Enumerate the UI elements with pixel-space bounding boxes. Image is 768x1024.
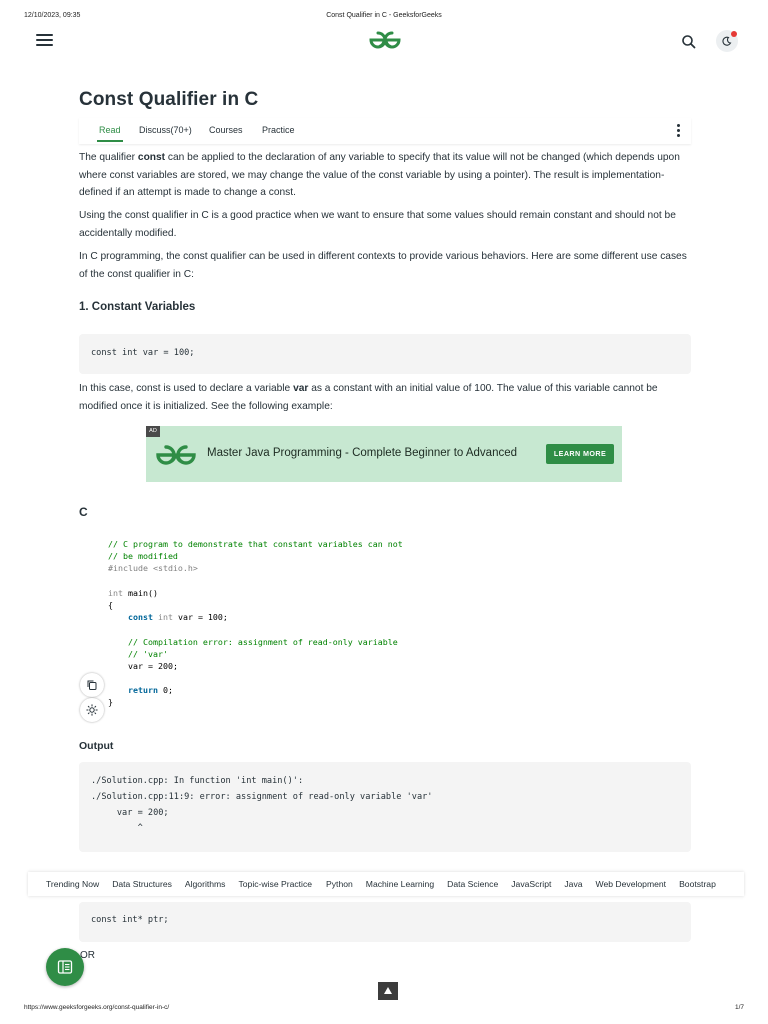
moon-icon[interactable] (716, 30, 738, 52)
output-line: var = 200; (91, 808, 169, 818)
code-snippet-pointer (79, 902, 691, 942)
intro-paragraph-2: Using the const qualifier in C is a good practice when we want to ensure that some values should remain constant and should not be accidentally modified. (79, 210, 676, 239)
site-header (0, 28, 768, 54)
nav-item-algorithms[interactable]: Algorithms (184, 879, 226, 889)
code-line: const int var = 100; (127, 612, 228, 623)
code-language-label: C (79, 505, 88, 519)
scroll-to-top-button[interactable] (378, 982, 398, 1000)
copy-code-button[interactable] (80, 673, 104, 697)
nav-item-data-structures[interactable]: Data Structures (112, 879, 172, 889)
theme-toggle-icon (86, 704, 98, 716)
nav-item-machine-learning[interactable]: Machine Learning (365, 879, 435, 889)
output-block (79, 762, 691, 852)
code-line: // Compilation error: assignment of read-only variable (127, 636, 398, 647)
notification-dot (731, 31, 737, 37)
print-date: 12/10/2023, 09:35 (24, 12, 81, 19)
code-line: // 'var' (127, 648, 168, 659)
print-header (24, 12, 744, 22)
nav-item-python[interactable]: Python (326, 879, 353, 889)
print-page-number: 1/7 (734, 1004, 744, 1011)
section1-paragraph: In this case, const is used to declare a variable var as a constant with an initial value of 100. The value of this variable cannot be modified once it is initialized. See the following example: (79, 383, 658, 412)
output-line: ./Solution.cpp:11:9: error: assignment of read-only variable 'var' (91, 792, 433, 802)
code-snippet-text: const int* ptr; (91, 915, 169, 925)
ad-text: Master Java Programming - Complete Beginner to Advanced (207, 447, 518, 459)
gfg-logo (153, 443, 199, 467)
intro-paragraph-3: In C programming, the const qualifier can be used in different contexts to provide various behaviors. Here are some different use cases of the const qualifier in C: (79, 251, 687, 280)
code-line: // C program to demonstrate that constant variables can not (108, 539, 403, 549)
nav-item-bootstrap[interactable]: Bootstrap (679, 879, 716, 889)
output-line: ./Solution.cpp: In function 'int main()': (91, 776, 304, 786)
code-snippet-text: const int var = 100; (91, 348, 195, 358)
code-line: { (108, 599, 113, 610)
nav-item-java[interactable]: Java (564, 879, 583, 889)
more-options-icon[interactable] (677, 124, 681, 138)
topic-nav-bar (28, 872, 744, 896)
learn-more-button[interactable]: LEARN MORE (546, 444, 614, 464)
print-footer (24, 1004, 744, 1014)
section-heading-constant-variables: 1. Constant Variables (79, 301, 196, 313)
code-line: return 0; (127, 685, 173, 696)
ad-banner[interactable] (146, 426, 622, 482)
gfg-logo[interactable] (367, 29, 403, 51)
code-line: var = 200; (127, 660, 178, 671)
code-line: #include <stdio.h> (108, 563, 198, 574)
code-block (108, 538, 403, 709)
code-line: // be modified (108, 551, 178, 562)
article-tabs (79, 118, 691, 144)
hamburger-menu-icon[interactable] (36, 34, 53, 48)
tab-discuss[interactable]: Discuss(70+) (139, 125, 192, 135)
tab-read[interactable]: Read (99, 125, 121, 135)
article-fab-button[interactable] (46, 948, 84, 986)
tab-practice[interactable]: Practice (262, 125, 295, 135)
output-label: Output (79, 740, 114, 752)
code-line: } (108, 697, 113, 708)
output-line: ^ (91, 823, 143, 833)
article-icon (57, 959, 73, 975)
nav-item-data-science[interactable]: Data Science (447, 879, 499, 889)
page-title: Const Qualifier in C (79, 89, 259, 110)
code-snippet (79, 334, 691, 374)
theme-toggle-button[interactable] (80, 698, 104, 722)
nav-item-trending-now[interactable]: Trending Now (46, 879, 100, 889)
tab-courses[interactable]: Courses (209, 125, 243, 135)
nav-item-topic-wise-practice[interactable]: Topic-wise Practice (238, 879, 313, 889)
intro-paragraph-1: The qualifier const can be applied to the declaration of any variable to specify that its value will not be changed (which depends upon where const variables are stored, we may change the value of the const variable by using a pointer). The result is implementation-defined if an attempt is made to change a const. (79, 152, 680, 198)
nav-item-web-development[interactable]: Web Development (595, 879, 667, 889)
print-url: https://www.geeksforgeeks.org/const-qualifier-in-c/ (24, 1004, 170, 1011)
code-line: int main() (108, 587, 158, 598)
ad-tag: AD (146, 426, 160, 437)
or-text: OR (80, 950, 95, 961)
search-icon[interactable] (680, 33, 698, 51)
nav-item-javascript[interactable]: JavaScript (511, 879, 552, 889)
copy-icon (86, 679, 98, 691)
print-doc-title: Const Qualifier in C - GeeksforGeeks (326, 12, 442, 19)
